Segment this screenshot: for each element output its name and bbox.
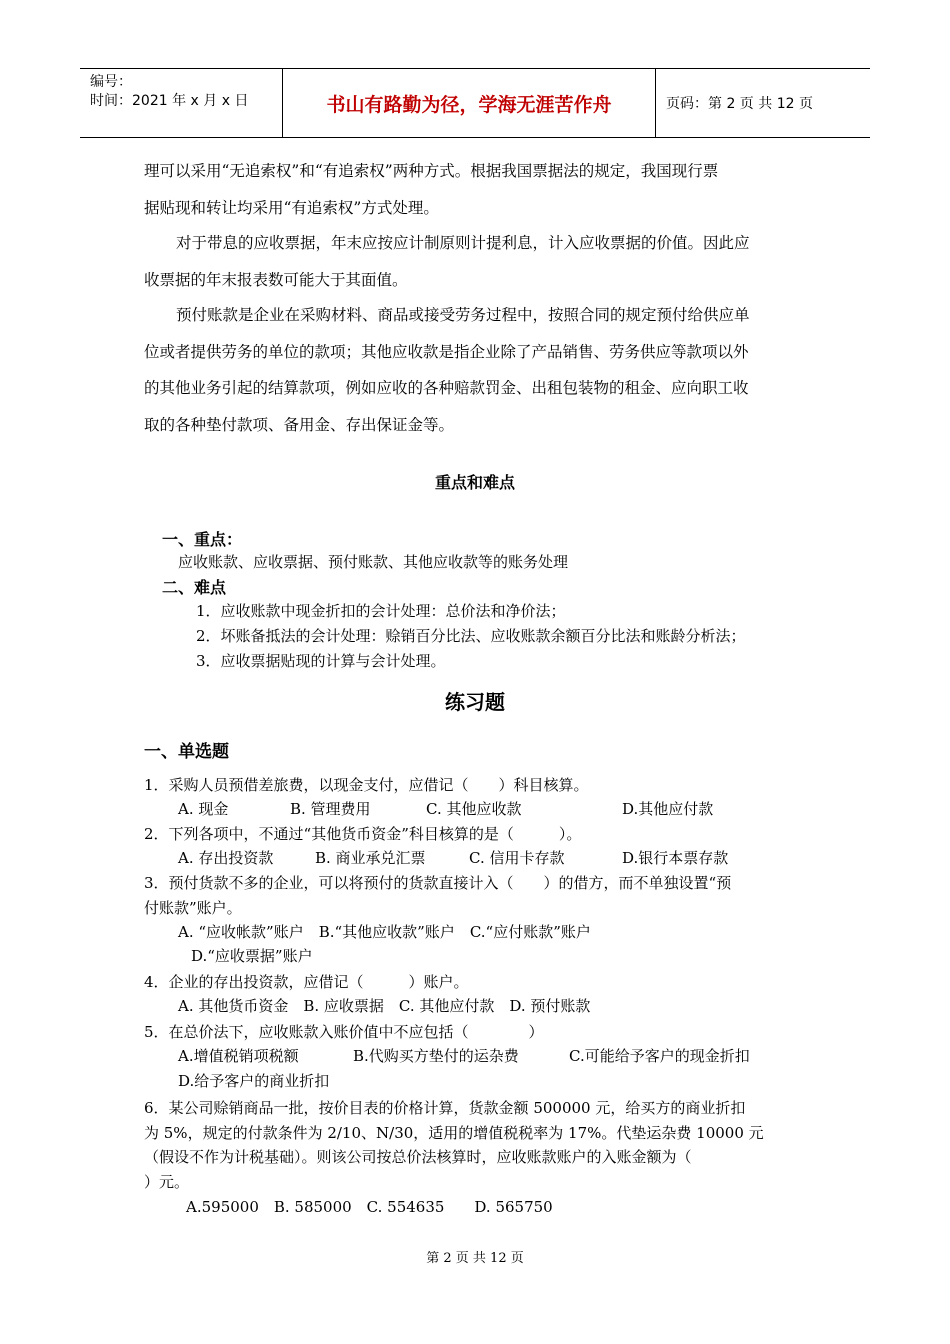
text-line: 对于带息的应收票据，年末应按应计制原则计提利息，计入应收票据的价值。因此应 xyxy=(176,234,750,252)
doc-number-label: 编号： xyxy=(90,74,132,90)
page-footer: 第 2 页 共 12 页 xyxy=(426,1251,524,1266)
option-b: B. 商业承兑汇票 xyxy=(315,849,426,867)
header-meta xyxy=(80,69,283,137)
exercises-title: 练习题 xyxy=(445,690,505,714)
question-4-options: A. 其他货币资金 B. 应收票据 C. 其他应付款 D. 预付账款 xyxy=(178,997,591,1015)
text-line: ）元。 xyxy=(144,1172,190,1191)
text-line: 的其他业务引起的结算款项，例如应收的各种赔款罚金、出租包装物的租金、应向职工收 xyxy=(144,379,749,397)
text-line: 3．预付货款不多的企业，可以将预付的货款直接计入（ ）的借方，而不单独设置“预 xyxy=(144,874,732,892)
question-5-options xyxy=(178,1045,750,1066)
question-6-options: A.595000 B. 585000 C. 554635 D. 565750 xyxy=(186,1198,553,1216)
option-a: A. 存出投资款 xyxy=(178,849,274,867)
page-header xyxy=(80,68,870,138)
paragraph-recourse xyxy=(144,153,808,226)
option-d: D.银行本票存款 xyxy=(622,849,729,867)
option-a: A. 现金 xyxy=(178,800,229,818)
text-line: 位或者提供劳务的单位的款项；其他应收款是指企业除了产品销售、劳务供应等款项以外 xyxy=(144,342,749,361)
option-d: D.其他应付款 xyxy=(622,800,714,818)
difficulty-item: 2．坏账备抵法的会计处理：赊销百分比法、应收账款余额百分比法和账龄分析法； xyxy=(196,627,746,645)
option-b: B. 管理费用 xyxy=(290,800,371,818)
section-title-key-points: 重点和难点 xyxy=(434,473,515,492)
question-2: 2．下列各项中，不通过“其他货币资金”科目核算的是（ ）。 xyxy=(144,825,582,843)
question-3 xyxy=(144,871,808,920)
text-line: 收票据的年末报表数可能大于其面值。 xyxy=(144,270,408,289)
question-1-options xyxy=(178,798,713,819)
question-1: 1．采购人员预借差旅费，以现金支付，应借记（ ）科目核算。 xyxy=(144,776,589,794)
option-c: C. 其他应收款 xyxy=(426,800,522,818)
doc-date-label: 时间：2021 年 x 月 x 日 xyxy=(90,93,249,109)
subsection-difficulty-title: 二、难点 xyxy=(162,578,227,597)
single-choice-section-title: 一、单选题 xyxy=(144,742,229,762)
question-3-option-d: D.“应收票据”账户 xyxy=(191,947,313,965)
difficulty-item: 1．应收账款中现金折扣的会计处理：总价法和净价法； xyxy=(196,602,566,620)
option-a: A.增值税销项税额 xyxy=(178,1047,299,1065)
text-line: 预付账款是企业在采购材料、商品或接受劳务过程中，按照合同的规定预付给供应单 xyxy=(176,306,750,324)
text-line: 为 5%，规定的付款条件为 2/10、N/30，适用的增值税税率为 17%。代垫运杂费 10000 元 xyxy=(144,1123,764,1142)
text-line: 理可以采用“无追索权”和“有追索权”两种方式。根据我国票据法的规定，我国现行票 xyxy=(144,162,719,180)
question-4: 4．企业的存出投资款，应借记（ ）账户。 xyxy=(144,973,469,991)
text-line: 取的各种垫付款项、备用金、存出保证金等。 xyxy=(144,415,455,434)
difficulty-item: 3．应收票据贴现的计算与会计处理。 xyxy=(196,652,446,670)
text-line: 6．某公司赊销商品一批，按价目表的价格计算，货款金额 500000 元，给买方的商业折扣 xyxy=(144,1099,746,1117)
paragraph-interest xyxy=(144,225,808,298)
subsection-focus-title: 一、重点： xyxy=(162,530,243,549)
text-line: （假设不作为计税基础）。则该公司按总价法核算时，应收账款账户的入账金额为（ xyxy=(144,1148,692,1166)
option-b: B.代购买方垫付的运杂费 xyxy=(353,1047,519,1065)
option-c: C.可能给予客户的现金折扣 xyxy=(569,1047,750,1065)
paragraph-prepaid xyxy=(144,297,808,443)
header-page-info: 页码：第 2 页 共 12 页 xyxy=(666,96,813,112)
header-motto: 书山有路勤为径，学海无涯苦作舟 xyxy=(283,69,656,137)
question-6 xyxy=(144,1096,808,1194)
text-line: 付账款”账户。 xyxy=(144,898,242,917)
question-5: 5．在总价法下，应收账款入账价值中不应包括（ ） xyxy=(144,1023,544,1041)
question-3-options: A. “应收帐款”账户 B.“其他应收款”账户 C.“应付账款”账户 xyxy=(178,923,591,941)
question-2-options xyxy=(178,847,728,868)
question-5-option-d: D.给予客户的商业折扣 xyxy=(178,1072,330,1090)
text-line: 据贴现和转让均采用“有追索权”方式处理。 xyxy=(144,198,439,217)
focus-text: 应收账款、应收票据、预付账款、其他应收款等的账务处理 xyxy=(178,553,569,571)
option-c: C. 信用卡存款 xyxy=(469,849,565,867)
